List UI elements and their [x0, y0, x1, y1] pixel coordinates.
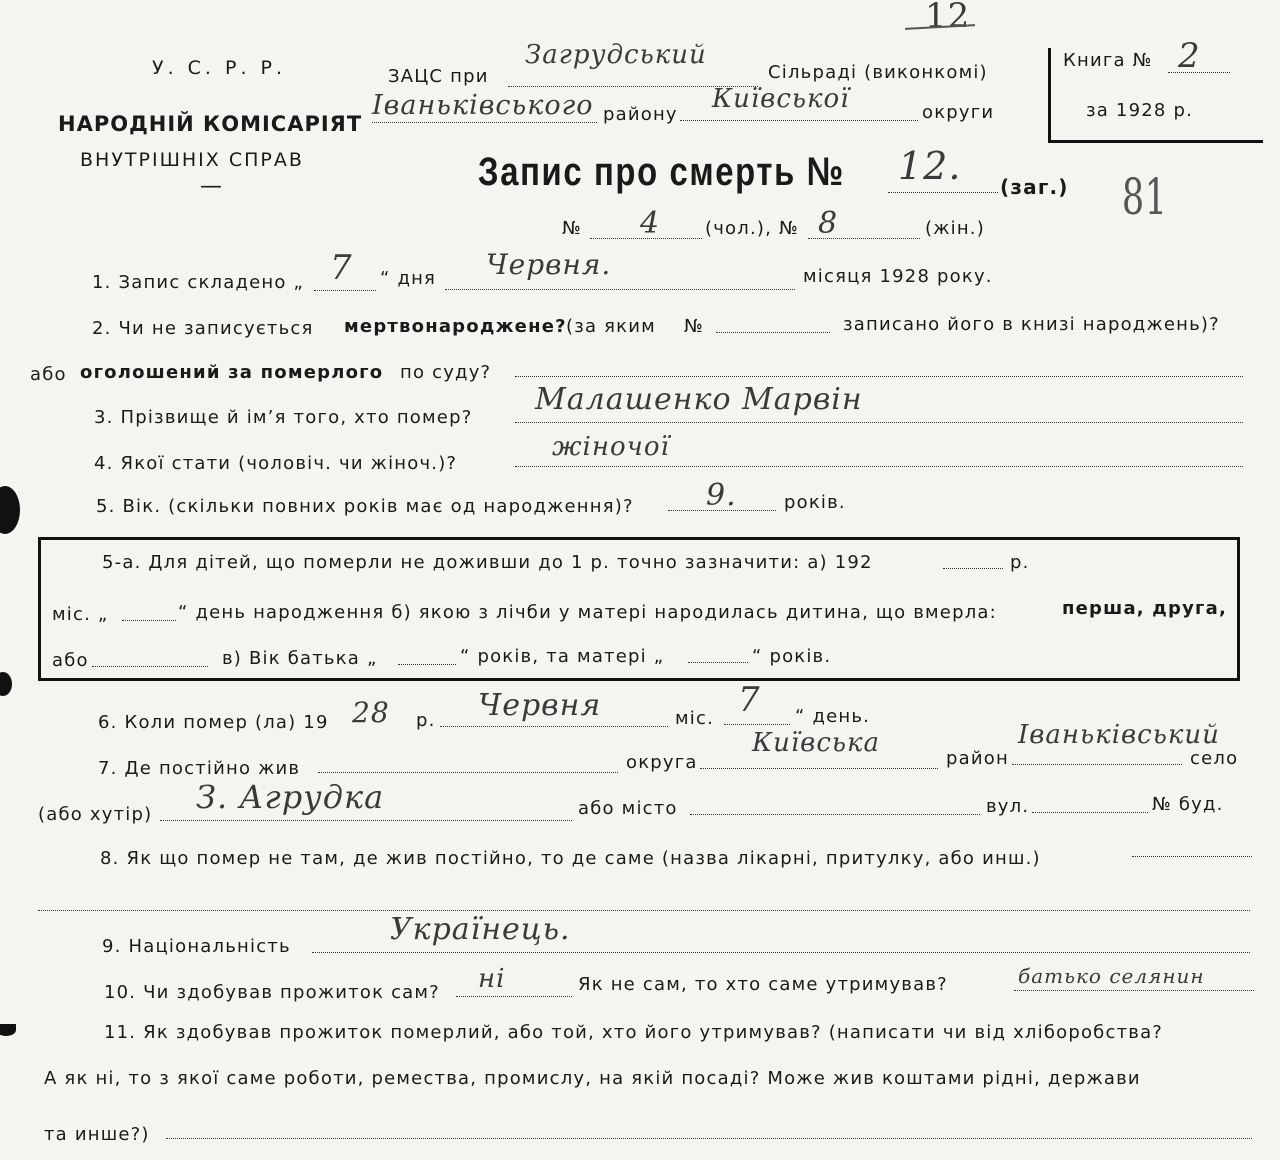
field-7b-city-line: [690, 814, 980, 815]
field-7b-street-line: [1032, 812, 1148, 813]
subnum-no: №: [562, 218, 582, 239]
zags-council-label: Сільраді (виконкомі): [768, 62, 988, 83]
punch-hole-mark: [0, 486, 20, 534]
field-1-day-line: [314, 290, 376, 291]
field-7b-village-line: [160, 820, 572, 821]
zags-okruha-line: [680, 120, 918, 121]
corner-page-number: 12: [925, 0, 971, 36]
field-6-month-handwritten: Червня: [478, 688, 602, 723]
punch-hole-mark: [0, 672, 12, 696]
field-6-year-suffix: р.: [416, 710, 436, 731]
subnum-male-label: (чол.), №: [705, 218, 799, 239]
field-10-self-handwritten: ні: [478, 964, 506, 994]
field-7b-village-handwritten: З. Агрудка: [196, 778, 385, 816]
box5a-first-second: перша, друга,: [1062, 598, 1228, 619]
zags-raion-handwritten: Іваньківського: [372, 90, 594, 121]
zags-raion-line: [372, 122, 597, 123]
subnum-male-line: [590, 238, 702, 239]
field-10-label: 10. Чи здобував прожиток сам?: [104, 982, 440, 1003]
zags-okruha-label: округи: [922, 102, 995, 123]
field-6-month-label: міс.: [675, 708, 714, 729]
field-7-village-label: село: [1190, 748, 1239, 769]
field-2-no: №: [684, 316, 704, 337]
field-9-line: [312, 952, 1250, 953]
field-2-label: 2. Чи не записується: [92, 318, 314, 339]
field-10-who-handwritten: батько селянин: [1018, 964, 1205, 988]
field-7-okruha-handwritten: Київська: [752, 728, 881, 758]
record-number-handwritten: 12.: [898, 144, 962, 188]
box5a-line2-month: міс. „: [52, 604, 109, 625]
field-2b-or: або: [30, 364, 67, 385]
field-5-label: 5. Вік. (скільки повних років має од народження)?: [96, 496, 634, 517]
field-7b-city-label: або місто: [578, 798, 678, 819]
subnum-female-label: (жін.): [925, 218, 985, 239]
header-dash: —: [200, 174, 224, 199]
field-11-line2: А як ні, то з якої саме роботи, ремества, промислу, на якій посаді? Може жив коштами рідні, держави: [44, 1068, 1141, 1089]
field-6-year-handwritten: 28: [352, 696, 390, 729]
field-11-line3: та инше?): [44, 1124, 150, 1145]
field-3-name-handwritten: Малашенко Марвін: [535, 382, 863, 417]
zags-village-handwritten: Загрудський: [525, 40, 707, 70]
margin-number: 81: [1121, 168, 1168, 226]
field-7b-house-label: № буд.: [1152, 794, 1224, 815]
field-2b-line: [515, 376, 1243, 377]
box5a-years-suffix: “ років.: [752, 646, 832, 667]
field-3-line: [515, 422, 1243, 423]
field-1-day-handwritten: 7: [330, 248, 353, 288]
box5a-year-line: [943, 568, 1003, 569]
field-5-years-label: років.: [784, 492, 846, 513]
field-9-label: 9. Національність: [102, 936, 291, 957]
field-1-day-label: “ дня: [380, 268, 437, 289]
box5a-line3-or: або: [52, 650, 89, 671]
zags-raion-label: району: [603, 104, 678, 125]
field-10-who-label: Як не сам, то хто саме утримував?: [578, 974, 948, 995]
box5a-father-line: [398, 664, 456, 665]
box5a-month-line: [122, 620, 176, 621]
field-7b-khutir: (або хутір): [38, 804, 153, 825]
field-5-line: [668, 510, 776, 511]
field-6-day-label: “ день.: [795, 706, 871, 727]
field-4-label: 4. Якої стати (чоловіч. чи жіноч.)?: [94, 453, 458, 474]
field-2-number-line: [716, 332, 830, 333]
box5a-year-suffix: р.: [1010, 552, 1030, 573]
field-4-sex-handwritten: жіночої: [552, 432, 670, 462]
field-5-age-handwritten: 9.: [706, 478, 737, 513]
header-ussr: У. С. Р. Р.: [152, 57, 287, 79]
field-6-day-line: [724, 724, 790, 725]
field-4-line: [515, 466, 1243, 467]
field-11-line: [166, 1138, 1252, 1139]
subnum-female-handwritten: 8: [818, 206, 839, 241]
field-2b-declared-dead: оголошений за померлого: [80, 362, 384, 383]
header-commissariat: НАРОДНІЙ КОМІСАРІЯТ: [58, 112, 363, 136]
record-number-line: [888, 192, 998, 193]
field-8-line-a: [1132, 856, 1252, 857]
field-7-okruha-label: округа: [626, 752, 698, 773]
field-7-residence-line: [318, 772, 618, 773]
field-7b-street-label: вул.: [986, 796, 1030, 817]
field-7-label: 7. Де постійно жив: [98, 758, 301, 779]
box5a-line1: 5-а. Для дітей, що померли не доживши до 1 р. точно зазначити: а) 192: [102, 552, 873, 573]
header-internal-affairs: ВНУТРІШНІХ СПРАВ: [80, 149, 304, 171]
zags-okruha-handwritten: Київської: [712, 84, 850, 114]
field-9-nationality-handwritten: Українець.: [390, 912, 571, 947]
field-2-which: (за яким: [566, 316, 656, 337]
field-1-label: 1. Запис складено „: [92, 272, 305, 293]
field-3-label: 3. Прізвище й ім’я того, хто помер?: [94, 407, 473, 428]
field-7-okruha-line: [700, 768, 938, 769]
field-6-month-line: [440, 726, 668, 727]
subnum-male-handwritten: 4: [640, 206, 661, 241]
field-1-month-line: [445, 289, 795, 290]
punch-hole-mark: [0, 1024, 16, 1036]
box5a-father-age: в) Вік батька „: [222, 648, 378, 669]
field-6-day-handwritten: 7: [738, 680, 761, 720]
field-10-who-line: [1014, 990, 1254, 991]
zags-label: ЗАЦС при: [388, 66, 489, 87]
field-7-raion-line: [1012, 764, 1182, 765]
box5a-mother-line: [688, 662, 748, 663]
record-title: Запис про смерть №: [478, 150, 845, 194]
field-1-month-handwritten: Червня.: [486, 248, 612, 281]
field-2-registered: записано його в книзі народжень)?: [843, 314, 1220, 335]
field-11-label: 11. Як здобував прожиток померлий, або той, хто його утримував? (написати чи від хліборобства?: [104, 1022, 1164, 1043]
box5a-mother-age: “ років, та матері „: [460, 646, 665, 667]
field-2-stillborn: мертвонароджене?: [344, 316, 567, 337]
book-year: за 1928 р.: [1086, 100, 1194, 121]
field-7-raion-handwritten: Іваньківський: [1018, 720, 1220, 750]
field-10-self-line: [456, 996, 572, 997]
box5a-line2-birthday: “ день народження б) якою з лічби у матері народилась дитина, що вмерла:: [178, 602, 997, 623]
book-number-line: [1168, 72, 1230, 73]
field-8-line-b: [38, 910, 1250, 911]
subnum-female-line: [808, 238, 920, 239]
field-6-label: 6. Коли помер (ла) 19: [98, 712, 329, 733]
field-8-label: 8. Як що помер не там, де жив постійно, то де саме (назва лікарні, притулку, або инш.): [100, 848, 1041, 869]
field-1-month-label: місяця 1928 року.: [803, 266, 993, 287]
box5a-or-line: [92, 666, 208, 667]
field-7-raion-label: район: [946, 748, 1009, 769]
book-label: Книга №: [1063, 50, 1153, 71]
book-number-handwritten: 2: [1178, 36, 1201, 76]
field-2b-court: по суду?: [400, 362, 492, 383]
record-total-label: (заг.): [1000, 175, 1069, 199]
